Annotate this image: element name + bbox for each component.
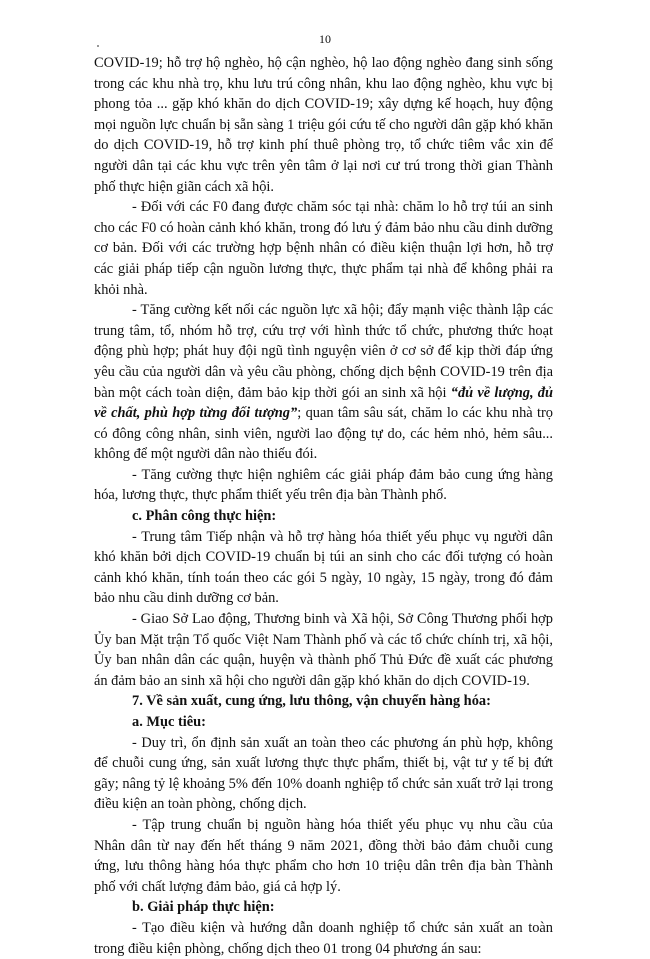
- paragraph: - Đối với các F0 đang được chăm sóc tại nhà: chăm lo hỗ trợ túi an sinh cho các F0 có hoàn cảnh khó khăn, trong đó lưu ý đảm bảo nhu cầu dinh dưỡng cơ bản. Đối với các trường hợp bệnh nhân có điều kiện thuận lợi hơn, hỗ trợ các giải pháp tiếp cận nguồn lương thực, thực phẩm tại nhà để không phải ra khỏi nhà.: [94, 199, 553, 298]
- paragraph: - Tăng cường thực hiện nghiêm các giải pháp đảm bảo cung ứng hàng hóa, lương thực, thực phẩm thiết yếu trên địa bàn Thành phố.: [94, 466, 553, 504]
- scan-speck: [97, 45, 99, 47]
- document-body: [94, 53, 553, 959]
- paragraph: COVID-19; hỗ trợ hộ nghèo, hộ cận nghèo, hộ lao động nghèo đang sinh sống trong các khu nhà trọ, khu lưu trú công nhân, khu lao động nghèo, khu vực bị phong tỏa ... gặp khó khăn do dịch COVID-19; xây dựng kế hoạch, huy động mọi nguồn lực chuẩn bị sẵn sàng 1 triệu gói cứu tế cho người dân gặp khó khăn do dịch COVID-19, hỗ trợ kinh phí thuê phòng trọ, tổ chức tiêm vắc xin để người dân tại các khu vực trên yên tâm ở lại nơi cư trú trong thời gian Thành phố thực hiện giãn cách xã hội.: [94, 55, 553, 195]
- section-heading: c. Phân công thực hiện:: [132, 508, 277, 525]
- paragraph-text: ; quan tâm sâu sát, chăm lo các khu nhà trọ có đông công nhân, sinh viên, người lao động tự do, các hẻm nhỏ, hẻm sâu... không để một người dân nào thiếu đói.: [94, 405, 554, 463]
- section-heading: a. Mục tiêu:: [132, 714, 206, 730]
- paragraph: - Trung tâm Tiếp nhận và hỗ trợ hàng hóa thiết yếu phục vụ người dân khó khăn bởi dịch COVID-19 chuẩn bị túi an sinh cho các đối tượng có hoàn cảnh khó khăn, tính toán theo các gói 5 ngày, 10 ngày, 15 ngày, trong đó đảm bảo nhu cầu dinh dưỡng cơ bản.: [94, 528, 553, 607]
- paragraph: [94, 300, 553, 465]
- paragraph: - Tập trung chuẩn bị nguồn hàng hóa thiết yếu phục vụ nhu cầu của Nhân dân từ nay đến hết tháng 9 năm 2021, đồng thời bảo đảm chuỗi cung ứng, lưu thông hàng hóa thực phẩm cho hơn 10 triệu dân trên địa bàn Thành phố với chất lượng đảm bảo, giá cả hợp lý.: [94, 816, 553, 895]
- paragraph: - Giao Sở Lao động, Thương binh và Xã hội, Sở Công Thương phối hợp Ủy ban Mặt trận Tổ quốc Việt Nam Thành phố và các tổ chức chính trị, xã hội, Ủy ban nhân dân các quận, huyện và thành phố Thủ Đức đề xuất các phương án đảm bảo an sinh xã hội cho người dân gặp khó khăn do dịch COVID-19.: [94, 611, 553, 689]
- section-heading: b. Giải pháp thực hiện:: [132, 899, 275, 916]
- paragraph-text: - Tăng cường kết nối các nguồn lực xã hội; đẩy mạnh việc thành lập các trung tâm, tổ, nhóm hỗ trợ, cứu trợ với hình thức tổ chức, phương thức hoạt động phù hợp; phát huy đội ngũ tình nguyện viên ở cơ sở để kịp thời đáp ứng yêu cầu của người dân và yêu cầu phòng, chống dịch bệnh COVID-19 trên địa bàn một cách toàn diện, đảm bảo kịp thời gói an sinh xã hội: [94, 302, 553, 401]
- emphasized-quote: “đủ về lượng, đủ về chất, phù hợp từng đối tượng”: [94, 384, 553, 422]
- paragraph: - Tạo điều kiện và hướng dẫn doanh nghiệp tổ chức sản xuất an toàn trong điều kiện phòng, chống dịch theo 01 trong 04 phương án sau:: [94, 919, 553, 957]
- page-number: 10: [319, 32, 331, 46]
- paragraph: - Duy trì, ổn định sản xuất an toàn theo các phương án phù hợp, không để chuỗi cung ứng, sản xuất lương thực thực phẩm, thiết bị, vật tư y tế bị đứt gãy; nâng tỷ lệ khoảng 5% đến 10% doanh nghiệp tổ chức sản xuất trở lại trong điều kiện an toàn phòng, chống dịch.: [94, 734, 554, 813]
- section-heading: 7. Về sản xuất, cung ứng, lưu thông, vận chuyển hàng hóa:: [132, 693, 491, 710]
